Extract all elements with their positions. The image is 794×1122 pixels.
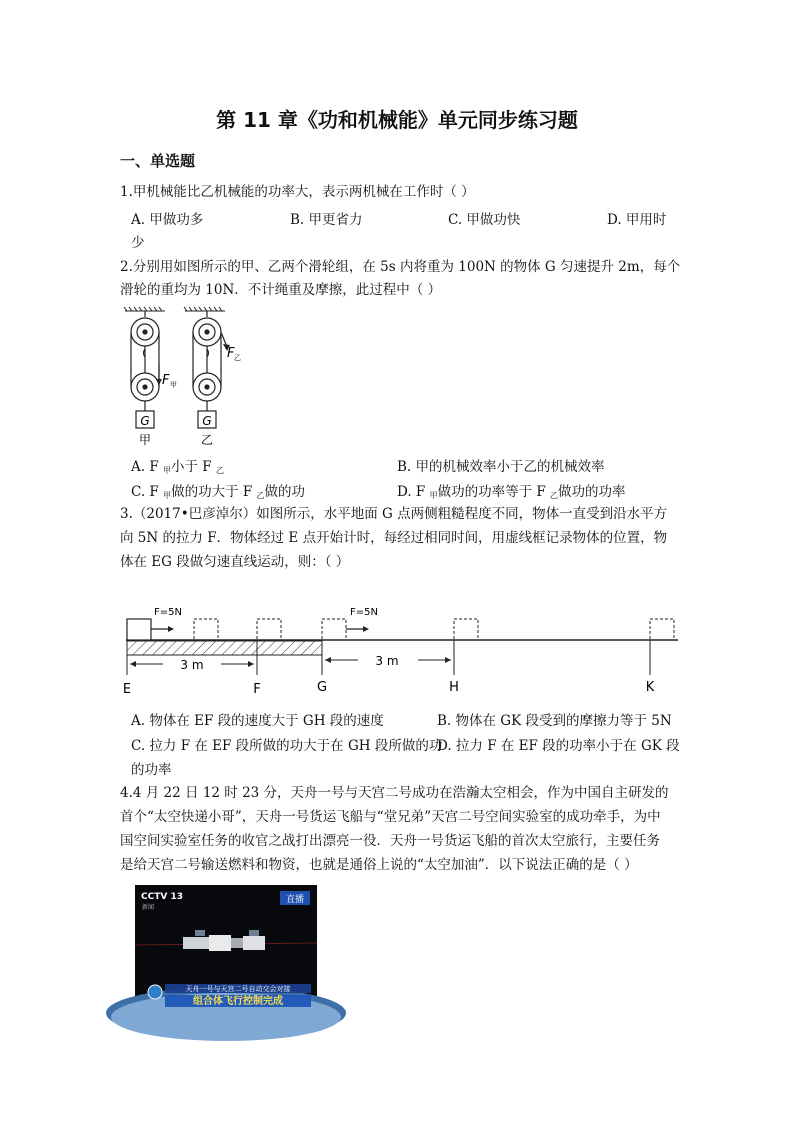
q3-option-b: B. 物体在 GK 段受到的摩擦力等于 5N — [437, 713, 672, 729]
q1-option-d: D. 甲用时 — [607, 212, 667, 228]
q3-stem-line-1: 3.（2017•巴彦淖尔）如图所示，水平地面 G 点两侧粗糙程度不同，物体一直受到沿水平方 — [120, 506, 668, 522]
force-label-1: F=5N — [154, 607, 182, 618]
dashed-box — [194, 619, 218, 640]
q3-stem-line-3: 体在 EG 段做匀速直线运动，则：（ ） — [120, 554, 350, 570]
caption-yi: 乙 — [200, 433, 214, 447]
page-title: 第 11 章《功和机械能》单元同步练习题 — [216, 108, 578, 132]
rough-surface — [127, 641, 322, 655]
q2-option-a: A. F $_甲$小于 F $_乙$ — [131, 459, 224, 475]
section-heading: 一、单选题 — [120, 152, 196, 170]
distance-label-1: 3 m — [180, 658, 204, 672]
ceiling-right — [184, 307, 225, 311]
dashed-box — [322, 619, 346, 640]
weight-label-jia: G — [140, 414, 150, 428]
point-g: G — [316, 680, 328, 695]
pulley-system-yi — [193, 311, 227, 428]
photo-caption-1: 天舟一号与天宫二号自动交会对接 — [185, 985, 291, 993]
q1-option-b: B. 甲更省力 — [290, 212, 363, 228]
q4-stem-line-4: 是给天宫二号输送燃料和物资，也就是通俗上说的“太空加油”．以下说法正确的是（ ） — [120, 857, 638, 873]
force-sub-yi: 乙 — [234, 354, 241, 362]
point-h: H — [449, 680, 459, 695]
force-label-jia: F — [162, 373, 170, 388]
q3-option-d-cont: 的功率 — [131, 762, 172, 778]
motion-figure — [118, 600, 683, 700]
weight-label-yi: G — [202, 414, 212, 428]
q2-option-b: B. 甲的机械效率小于乙的机械效率 — [397, 459, 605, 475]
point-k: K — [645, 680, 655, 695]
force-label-2: F=5N — [350, 607, 378, 618]
q2-option-c: C. F $_甲$做的功大于 F $_乙$做的功 — [131, 484, 306, 500]
q4-stem-line-1: 4.4 月 22 日 12 时 23 分，天舟一号与天宫二号成功在浩瀚太空相会，作为中国自主研发的 — [120, 785, 669, 801]
caption-jia: 甲 — [138, 433, 152, 447]
block — [127, 619, 151, 640]
q2-stem-line-2: 滑轮的重均为 10N．不计绳重及摩擦，此过程中（ ） — [120, 282, 442, 298]
ceiling-left — [124, 307, 165, 311]
dashed-box — [454, 619, 478, 640]
q3-option-c: C. 拉力 F 在 EF 段所做的功大于在 GH 段所做的功 — [131, 738, 443, 754]
q1-option-d-cont: 少 — [131, 235, 145, 251]
q4-stem-line-3: 国空间实验室任务的收官之战打出漂亮一役．天舟一号货运飞船的首次太空旅行，主要任务 — [120, 833, 660, 849]
q3-option-d: D. 拉力 F 在 EF 段的功率小于在 GK 段 — [437, 738, 680, 754]
spacecraft-module — [183, 937, 209, 949]
q4-stem-line-2: 首个“太空快递小哥”，天舟一号货运飞船与“堂兄弟”天宫二号空间实验室的成功牵手，为中 — [120, 809, 661, 825]
point-e: E — [122, 682, 132, 697]
q1-option-c: C. 甲做功快 — [448, 212, 521, 228]
dashed-box — [257, 619, 281, 640]
force-label-yi: F — [227, 346, 235, 361]
q1-option-a: A. 甲做功多 — [131, 212, 204, 228]
photo-caption-2: 组合体飞行控制完成 — [193, 996, 283, 1007]
channel-sub: 新闻 — [142, 904, 155, 911]
q2-stem-line-1: 2.分别用如图所示的甲、乙两个滑轮组，在 5s 内将重为 100N 的物体 G 匀速提升 2m，每个 — [120, 259, 681, 275]
q1-stem: 1.甲机械能比乙机械能的功率大，表示两机械在工作时（ ） — [120, 184, 475, 200]
channel-logo: CCTV 13 — [141, 892, 183, 902]
force-sub-jia: 甲 — [170, 381, 177, 389]
spacecraft-photo — [135, 885, 317, 1010]
pulley-system-jia — [131, 311, 159, 428]
dashed-box — [650, 619, 674, 640]
q3-stem-line-2: 向 5N 的拉力 F．物体经过 E 点开始计时，每经过相同时间，用虚线框记录物体的位置，物 — [120, 530, 668, 546]
distance-label-2: 3 m — [375, 654, 399, 668]
live-badge: 直播 — [285, 895, 305, 905]
pulley-figure — [115, 305, 241, 450]
q3-option-a: A. 物体在 EF 段的速度大于 GH 段的速度 — [131, 713, 384, 729]
point-f: F — [253, 682, 261, 697]
photo-graphic — [135, 885, 317, 1010]
q2-option-d: D. F $_甲$做功的功率等于 F $_乙$做功的功率 — [397, 484, 626, 500]
